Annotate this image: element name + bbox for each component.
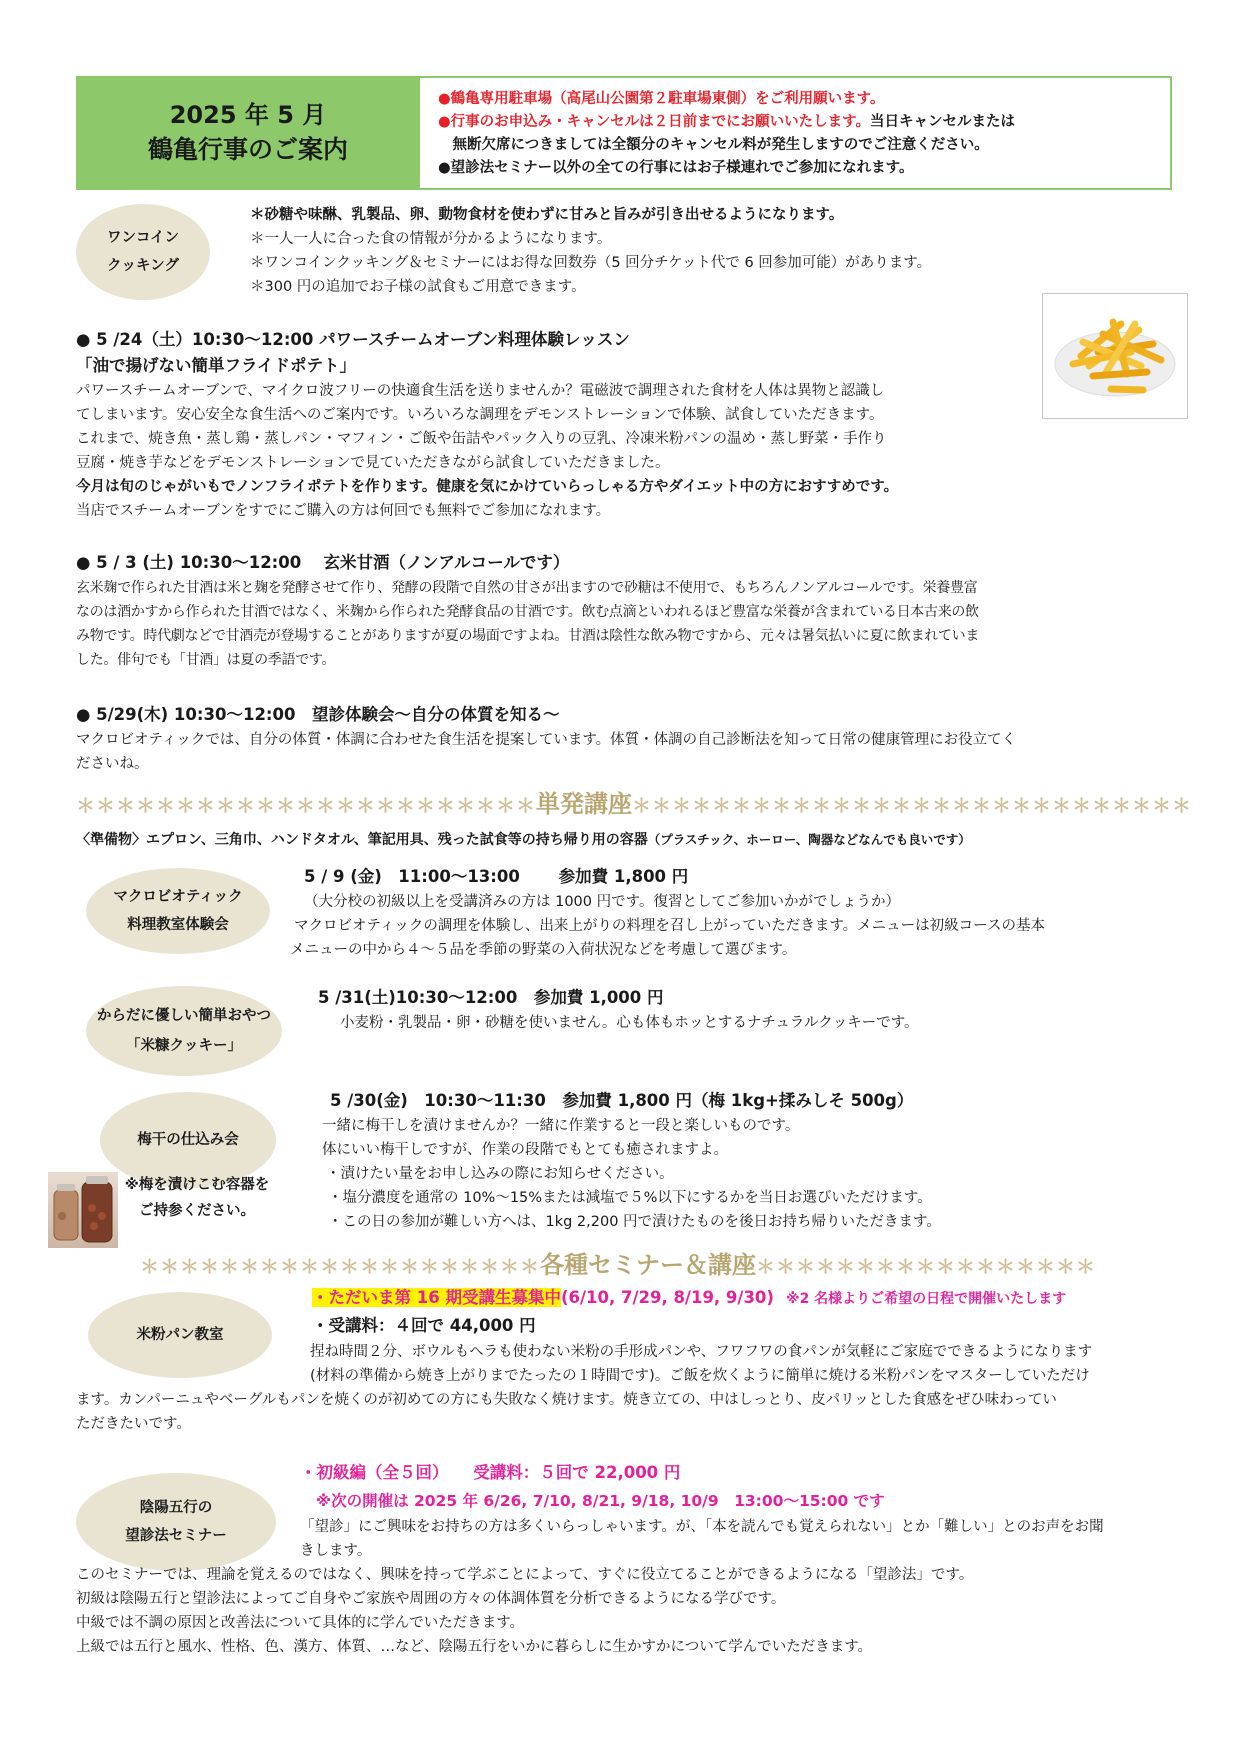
recruit-note: ※2 名様よりご希望の日程で開催いたします bbox=[785, 1291, 1067, 1307]
event-text: マクロビオティックでは、自分の体質・体調に合わせた食生活を提案しています。体質・体調の自己診断法を知って日常の健康管理にお役立てく bbox=[76, 732, 1017, 748]
event-text: 当店でスチームオーブンをすでにご購入の方は何回でも無料でご参加になれます。 bbox=[76, 503, 611, 519]
class-text: ・この日の参加が難しい方へは、1kg 2,200 円で漬けたものを後日お持ち帰りいただきます。 bbox=[328, 1214, 941, 1230]
notice-cancel: ●行事のお申込み・キャンセルは２日前までにお願いいたします。当日キャンセルまたは bbox=[438, 114, 1015, 130]
class-text: （大分校の初級以上を受講済みの方は 1000 円です。復習としてご参加いかがでしょうか） bbox=[304, 894, 900, 910]
boshin-schedule: ※次の開催は 2025 年 6/26, 7/10, 8/21, 9/18, 10/9 13:00～15:00 です bbox=[316, 1492, 885, 1510]
one-coin-note: ＊ワンコインクッキング＆セミナーにはお得な回数券（5 回分チケット代で 6 回参加可能）があります。 bbox=[250, 255, 932, 271]
event-text: 玄米麹で作られた甘酒は米と麹を発酵させて作り、発酵の段階で自然の甘さが出ますので砂糖は不使用で、もちろんノンアルコールです。栄養豊富 bbox=[76, 580, 978, 596]
class-macrobiotic bbox=[290, 864, 1045, 962]
event-steam-oven bbox=[76, 327, 898, 523]
one-coin-note: ＊砂糖や味醂、乳製品、卵、動物食材を使わずに甘みと旨みが引き出せるようになります。 bbox=[250, 207, 844, 223]
header-title-box bbox=[76, 76, 420, 190]
boshin-heading: ・初級編（全５回） 受講料：５回で 22,000 円 bbox=[300, 1463, 681, 1482]
recruit-highlight: ・ただいま第 16 期受講生募集中 bbox=[312, 1288, 561, 1307]
rice-bread-recruit bbox=[312, 1285, 1066, 1311]
class-umeboshi bbox=[322, 1088, 941, 1234]
class-text: 小麦粉・乳製品・卵・砂糖を使いません。心も体もホッとするナチュラルクッキーです。 bbox=[340, 1015, 919, 1031]
one-coin-notes bbox=[250, 203, 931, 299]
cookie-badge: からだに優しい簡単おやつ 「米糠クッキー」 bbox=[86, 986, 282, 1076]
one-coin-note: ＊一人一人に合った食の情報が分かるようになります。 bbox=[250, 231, 612, 247]
event-amazake bbox=[76, 550, 979, 672]
section-divider-single-classes: ＊＊＊＊＊＊＊＊＊＊＊＊＊＊＊＊＊＊＊＊＊＊＊単発講座＊＊＊＊＊＊＊＊＊＊＊＊＊＊＊＊＊＊＊＊＊＊＊＊＊＊＊＊ bbox=[76, 790, 1193, 818]
notice-children: ●望診法セミナー以外の全ての行事にはお子様連れでご参加になれます。 bbox=[438, 160, 914, 176]
rice-bread-badge: 米粉パン教室 bbox=[88, 1292, 272, 1378]
prep-items: 〈準備物〉エプロン、三角巾、ハンドタオル、筆記用具、残った試食等の持ち帰り用の容器（プラスチック、ホーロー、陶器などなんでも良いです） bbox=[76, 832, 971, 848]
macrobiotic-badge: マクロビオティック 料理教室体験会 bbox=[86, 868, 270, 954]
rice-bread-desc-cont: ます。カンパーニュやベーグルもパンを焼くのが初めての方にも失敗なく焼けます。焼き立ての、中はしっとり、皮パリッとした食感をぜひ味わってい ただきたいです。 bbox=[76, 1392, 1057, 1432]
section-title: 各種セミナー＆講座 bbox=[540, 1251, 757, 1279]
header-title: 鶴亀行事のご案内 bbox=[147, 135, 348, 164]
header-notices bbox=[420, 76, 1172, 190]
notice-cancel-fee: 無断欠席につきましては全額分のキャンセル料が発生しますのでご注意ください。 bbox=[438, 137, 989, 153]
one-coin-note: ＊300 円の追加でお子様の試食もご用意できます。 bbox=[250, 279, 586, 295]
class-text: マクロビオティックの調理を体験し、出来上がりの料理を召し上がっていただきます。メニューは初級コースの基本 bbox=[294, 918, 1045, 934]
fries-illustration bbox=[1042, 293, 1188, 419]
class-heading: 5 /31(土)10:30～12:00 参加費 1,000 円 bbox=[318, 988, 664, 1007]
section-divider-seminars: ＊＊＊＊＊＊＊＊＊＊＊＊＊＊＊＊＊＊＊＊各種セミナー＆講座＊＊＊＊＊＊＊＊＊＊＊＊＊＊＊＊＊ bbox=[140, 1251, 1097, 1279]
event-text: これまで、焼き魚・蒸し鶏・蒸しパン・マフィン・ご飯や缶詰やパック入りの豆乳、冷凍米粉パンの温め・蒸し野菜・手作り bbox=[76, 431, 887, 447]
boshin-desc-cont: このセミナーでは、理論を覚えるのではなく、興味を持って学ぶことによって、すぐに役立てることができるようになる「望診法」です。 初級は陰陽五行と望診法によってご自身やご家族や周囲の方々の体調体質を分析できるようになる学びです。 中級では不調の原因と改善法について具体的に学んでいただきます。 上級では五行と風水、性格、色、漢方、体質、…など、陰陽五行をいかに暮らしに生かすかについて学んでいただきます。 bbox=[76, 1567, 974, 1655]
event-steam-oven-heading: ● 5 /24（土）10:30～12:00 パワースチームオーブン料理体験レッスン bbox=[76, 330, 630, 349]
event-text: した。俳句でも「甘酒」は夏の季語です。 bbox=[76, 652, 336, 668]
event-boshin-heading: ● 5/29(木) 10:30～12:00 望診体験会～自分の体質を知る～ bbox=[76, 705, 560, 724]
boshin-badge: 陰陽五行の 望診法セミナー bbox=[76, 1473, 276, 1571]
class-text: 体にいい梅干しですが、作業の段階でもとても癒されますよ。 bbox=[322, 1142, 728, 1158]
recruit-dates: (6/10, 7/29, 8/19, 9/30) bbox=[560, 1288, 774, 1307]
class-cookie bbox=[318, 985, 919, 1035]
umeboshi-badge: 梅干の仕込み会 bbox=[100, 1092, 276, 1188]
rice-bread-fee: ・受講料：４回で 44,000 円 bbox=[312, 1316, 536, 1335]
event-amazake-heading: ● 5 / 3 (土) 10:30～12:00 玄米甘酒（ノンアルコールです） bbox=[76, 553, 570, 572]
class-text: ・漬けたい量をお申し込みの際にお知らせください。 bbox=[326, 1166, 674, 1182]
event-text: 豆腐・焼き芋などをデモンストレーションで見ていただきながら試食していただきました。 bbox=[76, 455, 670, 471]
one-coin-badge bbox=[76, 204, 210, 300]
header-year-month: 2025 年 5 月 bbox=[169, 101, 327, 129]
umeboshi-container-note: ※梅を漬けこむ容器を ご持参ください。 bbox=[124, 1177, 270, 1219]
event-text: パワースチームオーブンで、マイクロ波フリーの快適食生活を送りませんか？電磁波で調理された食材を人体は異物と認識し bbox=[76, 383, 885, 399]
one-coin-badge-line2: クッキング bbox=[106, 258, 180, 274]
event-boshin bbox=[76, 702, 1016, 776]
class-heading: 5 / 9 (金) 11:00～13:00 参加費 1,800 円 bbox=[304, 867, 689, 886]
section-title: 単発講座 bbox=[536, 790, 633, 818]
class-heading: 5 /30(金) 10:30～11:30 参加費 1,800 円（梅 1kg+揉みしそ 500g） bbox=[330, 1091, 914, 1110]
umeboshi-jar-photo bbox=[48, 1172, 118, 1248]
boshin-desc: 「望診」にご興味をお持ちの方は多くいらっしゃいます。が、「本を読んでも覚えられない」とか「難しい」とのお声をお聞 きします。 bbox=[300, 1519, 1104, 1559]
event-text: み物です。時代劇などで甘酒売が登場することがありますが夏の場面ですよね。甘酒は陰性な飲み物ですから、元々は暑気払いに夏に飲まれていま bbox=[76, 628, 980, 644]
event-steam-oven-title: 「油で揚げない簡単フライドポテト」 bbox=[76, 356, 357, 375]
class-text: 一緒に梅干しを漬けませんか？一緒に作業すると一段と楽しいものです。 bbox=[322, 1118, 800, 1134]
event-text: なのは酒かすから作られた甘酒ではなく、米麹から作られた発酵食品の甘酒です。飲む点滴といわれるほど豊富な栄養が含まれている日本古来の飲 bbox=[76, 604, 979, 620]
event-text: ださいね。 bbox=[76, 756, 149, 772]
notice-parking: ●鶴亀専用駐車場（高尾山公園第２駐車場東側）をご利用願います。 bbox=[438, 91, 885, 107]
class-text: ・塩分濃度を通常の 10%～15%または減塩で５%以下にするかを当日お選びいただけます。 bbox=[328, 1190, 932, 1206]
one-coin-badge-line1: ワンコイン bbox=[106, 230, 180, 246]
rice-bread-desc: 捏ね時間２分、ボウルもヘラも使わない米粉の手形成パンや、フワフワの食パンが気軽にご家庭でできるようになります (材料の準備から焼き上がりまでたったの１時間です)。ご飯を炊くように簡単に焼ける米粉パンをマスターしていただけ bbox=[310, 1344, 1093, 1384]
event-text-bold: 今月は旬のじゃがいもでノンフライポテトを作ります。健康を気にかけていらっしゃる方やダイエット中の方におすすめです。 bbox=[76, 479, 899, 495]
class-text: メニューの中から４～５品を季節の野菜の入荷状況などを考慮して選びます。 bbox=[290, 942, 797, 958]
event-text: てしまいます。安心安全な食生活へのご案内です。いろいろな調理をデモンストレーションで体験、試食していただきます。 bbox=[76, 407, 884, 423]
